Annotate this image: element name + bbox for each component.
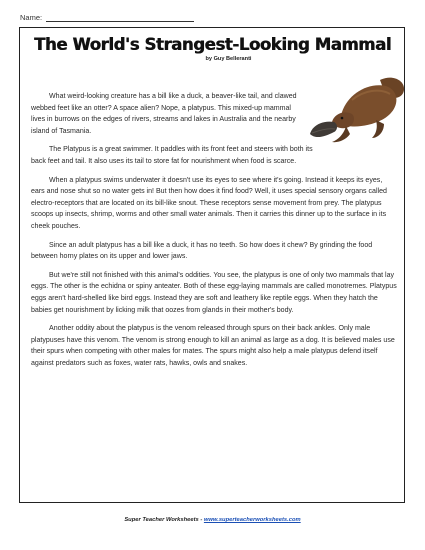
footer-separator: - [198,517,204,523]
article-paragraph: Since an adult platypus has a bill like a duck, it has no teeth. So how does it chew? By grinding the food between horny plates on its upper and lower jaws. [31,241,373,261]
article-paragraph: When a platypus swims underwater it doesn't use its eyes to see where it's going. Instead it keeps its eyes, ears and nose shut so no water gets in! But then how does it find food? Well, it uses special sensory organs called electro-receptors that are located on its bill-like snout. These receptors sense movement from prey. The platypus scoops up insects, shrimp, worms and other small water animals. Then it carries this dinner up to the surface in its cheek pouches. [31,176,387,230]
name-label: Name: [20,13,43,22]
article-body [31,91,397,376]
footer-publisher: Super Teacher Worksheets [124,517,199,523]
name-field-row [20,13,194,22]
article-paragraph: But we're still not finished with this animal's oddities. You see, the platypus is one of only two mammals that lay eggs. The other is the echidna or spiny anteater. Both of these egg-laying mammals are called monotremes. Platypus eggs aren't hard-shelled like bird eggs. Instead they are soft and leathery like reptile eggs. When they hatch the babies get nourishment by licking milk that oozes from glands in their mother's body. [31,271,397,314]
article-byline: by Guy Belleranti [205,56,252,62]
page-footer [0,517,425,523]
article-paragraph: The Platypus is a great swimmer. It paddles with its front feet and steers with both its back feet and tail. It also uses its tail to store fat for nourishment when food is scarce. [31,146,313,165]
article-paragraph: What weird-looking creature has a bill like a duck, a beaver-like tail, and clawed webbed feet like an otter? A space alien? Nope, a platypus. This mixed-up mammal lives in burrows on the edges of rivers, streams and lakes in Australia and the nearby island of Tasmania. [31,93,297,135]
footer-url-link[interactable]: www.superteacherworksheets.com [203,517,301,523]
article-title: The World's Strangest-Looking Mammal [34,35,391,54]
name-blank-line[interactable] [46,13,194,22]
article-paragraph: Another oddity about the platypus is the venom released through spurs on their back ankles. Only male platypuses have this venom. The venom is strong enough to kill an animal as large as a dog. It is believed males use their spurs when competing with other males for mates. The spurs might also help a male platypus defend itself against predators such as foxes, water rats, hawks, owls and snakes. [31,325,395,367]
